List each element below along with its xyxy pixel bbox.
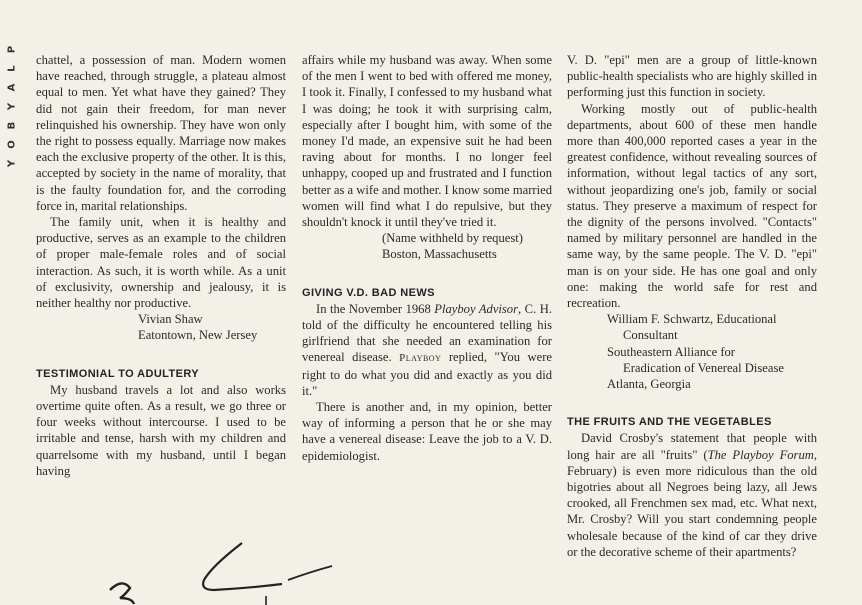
scribble-mark [203,543,282,590]
sidebar-letter: B [6,121,18,130]
column-right [567,52,817,560]
section-heading: GIVING V.D. BAD NEWS [302,286,435,299]
signature-line: Southeastern Alliance for [607,344,735,359]
text-run: In the November 1968 [316,301,435,316]
magazine-reference: The Playboy Forum [707,447,814,462]
text-run: replied, "You were right to do what you did and exactly as you did it." [302,350,552,398]
signature-line: William F. Schwartz, Educational [607,312,777,327]
signature-place: Eatontown, New Jersey [138,328,258,343]
paragraph: There is another and, in my opinion, better way of informing a person that he or she may have a venereal disease: Leave the job to a V. D. epidemiologist. [302,400,552,463]
sidebar-letter: Y [6,102,18,111]
paragraph [302,301,552,399]
sidebar-letter: P [6,45,18,54]
signature-line: Consultant [623,328,678,343]
scribble-mark [288,566,332,580]
text-run: David Crosby's statement that people with long hair are all "fruits" ( [567,431,817,462]
paragraph: The family unit, when it is healthy and productive, serves as an example to the children of proper male-female roles and of social interaction. As such, it is worth while. As a unit of exclusivity, ownership and jealousy, it is neither healthy nor productive. [36,215,286,311]
text-run: , February) is even more ridiculous than the old bigotries about all Negroes being lazy, all Jews crooked, all Frenchmen sex mad, etc. What next, Mr. Crosby? Will you start condemning people wholesale because of the kind of car they drive or the decorative scheme of their apartments? [567,447,818,559]
sidebar-letter: O [6,140,18,149]
paragraph: V. D. "epi" men are a group of little-known public-health specialists who are highly skilled in performing just this function in society. [567,53,817,100]
paragraph: chattel, a possession of man. Modern women have reached, through struggle, a plateau almost equal to men. Yet what have they gained? They did not gain their freedom, for man never relinquished his ownership. They have won only the right to possess equally. Marriage now makes each the exclusive property of the other. It is this, accepted by society in the name of morality, that is the faulty foundation for, and the corroding force in, marital relationships. [36,53,286,213]
magazine-sidebar [0,40,24,173]
paragraph: affairs while my husband was away. When some of the men I went to bed with offered me money, I took it. Finally, I confessed to my husband what I was doing; he took it with surprising calm, especially after I bought him, with some of the money I'd made, an expensive suit he had been raving about for months. I no longer feel unhappy, cooped up and frustrated and I function better as a wife and mother. I know some married women will find what I do repulsive, but they shouldn't knock it until they've tried it. [302,53,552,230]
playboy-smallcaps: Playboy [399,352,442,365]
sidebar-letter: Y [6,159,18,168]
column-left [36,52,286,479]
sidebar-letter: A [6,83,18,92]
signature-line: Atlanta, Georgia [607,377,691,392]
paragraph: Working mostly out of public-health departments, about 600 of these men handle more than 400,000 reported cases a year in the greatest confidence, without revealing sources of information, without legal tactics of any sort, without jeopardizing one's job, family or social status. They preserve a maximum of respect for the dignity of the persons involved. "Contacts" named by military personnel are handled in the same way, by the same people. The V. D. "epi" man is on your side. He has one goal and only one: making the world safe for rest and recreation. [567,101,817,311]
section-heading: TESTIMONIAL TO ADULTERY [36,367,199,380]
signature-name: (Name withheld by request) [382,231,523,246]
signature-place: Boston, Massachusetts [382,247,497,262]
sidebar-letter: L [6,65,18,72]
text-run: , C. H. told of the difficulty he encountered telling his girlfriend that she needed an examination for venereal disease. [302,301,552,365]
signature-name: Vivian Shaw [138,312,203,327]
signature-line: Eradication of Venereal Disease [623,360,784,375]
scribble-mark [110,583,134,604]
column-middle [302,52,552,464]
paragraph: My husband travels a lot and also works overtime quite often. As a result, we go three or four weeks without intercourse. I used to be irritable and tense, harsh with my children and quarrelsome with my husband, until I began having [36,382,286,478]
section-heading: THE FRUITS AND THE VEGETABLES [567,416,772,429]
magazine-reference: Playboy Advisor [434,301,519,316]
paragraph [567,430,817,560]
